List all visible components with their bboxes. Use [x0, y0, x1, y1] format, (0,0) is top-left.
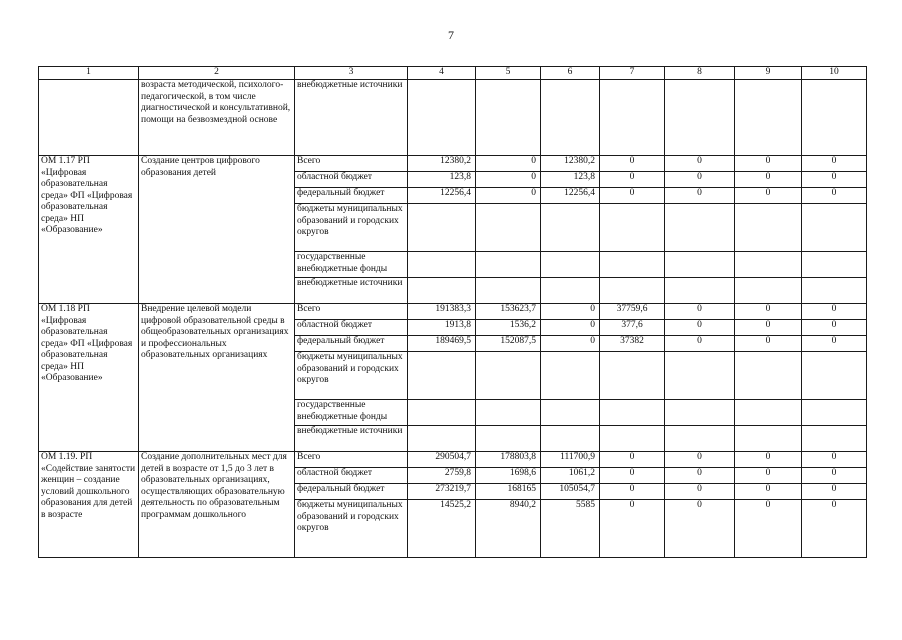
amount-cell — [541, 352, 600, 400]
amount-cell — [802, 252, 867, 278]
amount-cell — [476, 426, 541, 452]
measure-code-cell: ОМ 1.19. РП «Содействие занятости женщин – создание условий дошкольного образования для детей в возрасте — [39, 452, 139, 558]
amount-cell: 0 — [802, 468, 867, 484]
amount-cell — [600, 278, 665, 304]
funding-source-cell: федеральный бюджет — [295, 336, 408, 352]
column-number: 4 — [408, 67, 476, 80]
amount-cell — [541, 278, 600, 304]
amount-cell: 0 — [735, 156, 802, 172]
amount-cell: 152087,5 — [476, 336, 541, 352]
amount-cell — [541, 400, 600, 426]
amount-cell — [408, 80, 476, 156]
amount-cell: 12256,4 — [408, 188, 476, 204]
amount-cell — [408, 252, 476, 278]
amount-cell: 37382 — [600, 336, 665, 352]
amount-cell: 0 — [600, 172, 665, 188]
measure-code-cell: ОМ 1.17 РП «Цифровая образовательная среда» ФП «Цифровая образовательная среда» НП «Образование» — [39, 156, 139, 304]
amount-cell: 0 — [665, 500, 735, 558]
amount-cell: 0 — [802, 336, 867, 352]
column-number: 8 — [665, 67, 735, 80]
funding-source-cell: Всего — [295, 304, 408, 320]
funding-source-cell: областной бюджет — [295, 172, 408, 188]
amount-cell: 0 — [802, 188, 867, 204]
column-number: 3 — [295, 67, 408, 80]
amount-cell: 123,8 — [408, 172, 476, 188]
funding-source-cell: государственные внебюджетные фонды — [295, 400, 408, 426]
amount-cell — [408, 400, 476, 426]
amount-cell: 0 — [541, 320, 600, 336]
amount-cell: 0 — [665, 304, 735, 320]
continuation-row — [39, 80, 867, 156]
amount-cell: 0 — [802, 156, 867, 172]
amount-cell — [735, 278, 802, 304]
amount-cell: 191383,3 — [408, 304, 476, 320]
amount-cell: 5585 — [541, 500, 600, 558]
amount-cell: 168165 — [476, 484, 541, 500]
amount-cell: 0 — [735, 188, 802, 204]
column-number: 6 — [541, 67, 600, 80]
amount-cell — [735, 400, 802, 426]
amount-cell: 12256,4 — [541, 188, 600, 204]
column-number: 1 — [39, 67, 139, 80]
amount-cell: 0 — [600, 484, 665, 500]
measure-name-cell: Внедрение целевой модели цифровой образовательной среды в общеобразовательных организациях и профессиональных образовательных организациях — [139, 304, 295, 452]
column-number: 10 — [802, 67, 867, 80]
page-number: 7 — [448, 28, 454, 42]
amount-cell: 111700,9 — [541, 452, 600, 468]
amount-cell: 0 — [665, 452, 735, 468]
amount-cell: 123,8 — [541, 172, 600, 188]
amount-cell: 0 — [802, 304, 867, 320]
amount-cell: 37759,6 — [600, 304, 665, 320]
amount-cell: 0 — [802, 320, 867, 336]
funding-source-cell: Всего — [295, 452, 408, 468]
funding-source-cell: областной бюджет — [295, 320, 408, 336]
amount-cell: 0 — [541, 304, 600, 320]
measure-code-cell: ОМ 1.18 РП «Цифровая образовательная среда» ФП «Цифровая образовательная среда» НП «Образование» — [39, 304, 139, 452]
amount-cell: 14525,2 — [408, 500, 476, 558]
funding-source-cell: бюджеты муниципальных образований и городских округов — [295, 500, 408, 558]
budget-table — [38, 66, 867, 558]
amount-cell — [476, 204, 541, 252]
amount-cell: 0 — [476, 156, 541, 172]
measure-name-cell: возраста методической, психолого-педагогической, в том числе диагностической и консультативной, помощи на безвозмездной основе — [139, 80, 295, 156]
amount-cell: 0 — [665, 468, 735, 484]
amount-cell: 0 — [600, 500, 665, 558]
amount-cell: 0 — [735, 468, 802, 484]
amount-cell — [665, 252, 735, 278]
amount-cell — [476, 252, 541, 278]
amount-cell — [802, 204, 867, 252]
amount-cell — [735, 426, 802, 452]
amount-cell: 0 — [665, 156, 735, 172]
amount-cell — [802, 400, 867, 426]
amount-cell — [541, 204, 600, 252]
funding-source-cell: областной бюджет — [295, 468, 408, 484]
amount-cell: 0 — [735, 484, 802, 500]
amount-cell — [600, 352, 665, 400]
funding-source-cell: государственные внебюджетные фонды — [295, 252, 408, 278]
amount-cell: 0 — [735, 172, 802, 188]
amount-cell — [802, 352, 867, 400]
amount-cell — [476, 352, 541, 400]
amount-cell — [541, 80, 600, 156]
measure-code-cell — [39, 80, 139, 156]
amount-cell: 0 — [802, 452, 867, 468]
funding-source-cell: внебюджетные источники — [295, 426, 408, 452]
amount-cell — [600, 80, 665, 156]
amount-cell: 153623,7 — [476, 304, 541, 320]
amount-cell — [408, 278, 476, 304]
amount-cell: 0 — [665, 188, 735, 204]
funding-source-cell: внебюджетные источники — [295, 80, 408, 156]
amount-cell: 0 — [735, 304, 802, 320]
amount-cell: 0 — [600, 452, 665, 468]
funding-source-cell: бюджеты муниципальных образований и городских округов — [295, 204, 408, 252]
amount-cell: 0 — [665, 336, 735, 352]
amount-cell: 0 — [665, 320, 735, 336]
funding-source-cell: федеральный бюджет — [295, 484, 408, 500]
column-number-row — [39, 67, 867, 80]
table-row — [39, 156, 867, 172]
amount-cell: 0 — [735, 500, 802, 558]
amount-cell: 0 — [600, 188, 665, 204]
measure-name-cell: Создание дополнительных мест для детей в возрасте от 1,5 до 3 лет в образовательных организациях, осуществляющих образовательную деятельность по образовательным программам дошкольного — [139, 452, 295, 558]
amount-cell — [541, 252, 600, 278]
amount-cell: 290504,7 — [408, 452, 476, 468]
amount-cell: 1061,2 — [541, 468, 600, 484]
column-number: 7 — [600, 67, 665, 80]
amount-cell: 0 — [802, 484, 867, 500]
amount-cell: 0 — [802, 172, 867, 188]
column-number: 5 — [476, 67, 541, 80]
amount-cell — [735, 252, 802, 278]
amount-cell: 0 — [735, 320, 802, 336]
table-row — [39, 304, 867, 320]
table-row — [39, 452, 867, 468]
amount-cell: 0 — [541, 336, 600, 352]
amount-cell — [600, 426, 665, 452]
amount-cell: 273219,7 — [408, 484, 476, 500]
amount-cell — [476, 400, 541, 426]
funding-source-cell: бюджеты муниципальных образований и городских округов — [295, 352, 408, 400]
amount-cell — [408, 204, 476, 252]
amount-cell — [735, 80, 802, 156]
amount-cell: 0 — [665, 172, 735, 188]
amount-cell: 1913,8 — [408, 320, 476, 336]
amount-cell: 0 — [600, 468, 665, 484]
funding-source-cell: внебюджетные источники — [295, 278, 408, 304]
amount-cell: 0 — [476, 172, 541, 188]
column-number: 2 — [139, 67, 295, 80]
amount-cell: 0 — [735, 452, 802, 468]
amount-cell — [665, 80, 735, 156]
amount-cell: 0 — [476, 188, 541, 204]
amount-cell — [665, 400, 735, 426]
amount-cell — [665, 278, 735, 304]
amount-cell — [541, 426, 600, 452]
amount-cell — [408, 352, 476, 400]
amount-cell — [802, 278, 867, 304]
amount-cell: 105054,7 — [541, 484, 600, 500]
funding-source-cell: федеральный бюджет — [295, 188, 408, 204]
amount-cell: 1698,6 — [476, 468, 541, 484]
amount-cell — [735, 352, 802, 400]
amount-cell — [408, 426, 476, 452]
amount-cell — [665, 204, 735, 252]
amount-cell: 0 — [600, 156, 665, 172]
amount-cell: 0 — [735, 336, 802, 352]
measure-name-cell: Создание центров цифрового образования детей — [139, 156, 295, 304]
column-number: 9 — [735, 67, 802, 80]
amount-cell: 178803,8 — [476, 452, 541, 468]
amount-cell: 2759,8 — [408, 468, 476, 484]
amount-cell: 377,6 — [600, 320, 665, 336]
amount-cell — [802, 426, 867, 452]
amount-cell: 0 — [665, 484, 735, 500]
amount-cell — [735, 204, 802, 252]
amount-cell — [600, 204, 665, 252]
amount-cell: 189469,5 — [408, 336, 476, 352]
amount-cell — [665, 426, 735, 452]
amount-cell: 0 — [802, 500, 867, 558]
amount-cell — [600, 252, 665, 278]
amount-cell — [476, 278, 541, 304]
funding-source-cell: Всего — [295, 156, 408, 172]
amount-cell: 8940,2 — [476, 500, 541, 558]
amount-cell — [802, 80, 867, 156]
amount-cell — [665, 352, 735, 400]
table-body — [39, 67, 867, 558]
amount-cell: 12380,2 — [541, 156, 600, 172]
amount-cell: 12380,2 — [408, 156, 476, 172]
amount-cell — [600, 400, 665, 426]
amount-cell: 1536,2 — [476, 320, 541, 336]
amount-cell — [476, 80, 541, 156]
